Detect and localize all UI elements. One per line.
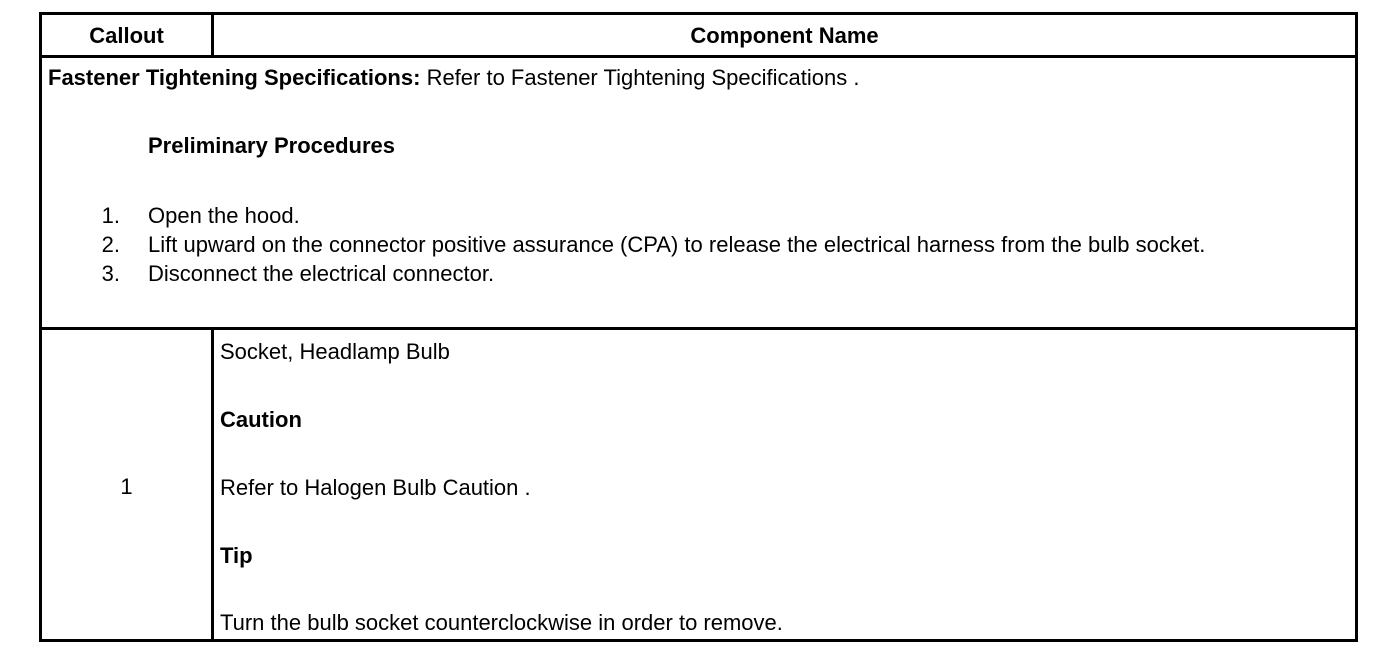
table-header-row [42,15,1355,58]
specifications-row [42,58,1355,330]
fastener-spec-text: Refer to Fastener Tightening Specifications . [426,65,860,90]
step-number: 1. [101,203,120,228]
component-name: Socket, Headlamp Bulb [220,339,450,364]
callout-cell [42,330,214,639]
step-number: 2. [101,232,120,257]
header-component-name: Component Name [690,23,879,48]
component-cell [220,330,1350,639]
step-number: 3. [101,261,120,286]
fastener-spec-line [48,65,859,91]
tip-heading: Tip [220,543,253,568]
table-row [42,330,1355,639]
procedure-table [39,12,1358,642]
step-text: Disconnect the electrical connector. [148,261,495,286]
step-text: Lift upward on the connector positive assurance (CPA) to release the electrical harness from the bulb socket. [148,232,1206,257]
preliminary-procedures-heading: Preliminary Procedures [148,133,396,158]
callout-number: 1 [120,474,133,499]
caution-text: Refer to Halogen Bulb Caution . [220,475,531,500]
header-callout: Callout [42,15,214,55]
fastener-spec-label: Fastener Tightening Specifications: [48,65,421,90]
tip-text: Turn the bulb socket counterclockwise in order to remove. [220,610,783,635]
step-text: Open the hood. [148,203,300,228]
caution-heading: Caution [220,407,302,432]
